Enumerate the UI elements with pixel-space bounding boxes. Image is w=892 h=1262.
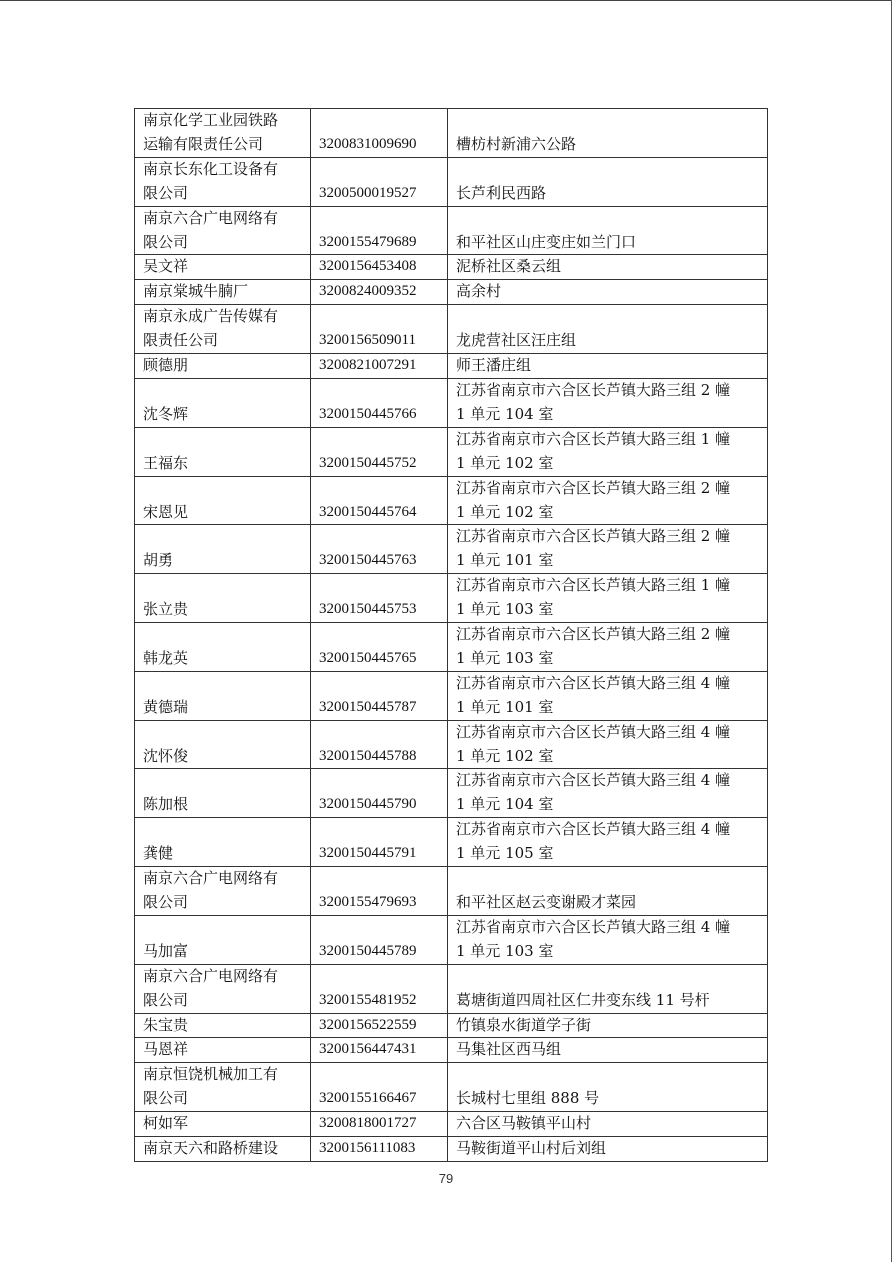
cell-id: 3200150445764 xyxy=(311,476,448,525)
cell-address: 江苏省南京市六合区长芦镇大路三组 4 幢 1 单元 105 室 xyxy=(448,818,768,867)
cell-name: 黄德瑞 xyxy=(135,671,311,720)
cell-address: 泥桥社区桑云组 xyxy=(448,255,768,280)
table-row xyxy=(135,354,768,379)
cell-name: 南京六合广电网络有 限公司 xyxy=(135,867,311,916)
page-number: 79 xyxy=(438,1171,454,1186)
cell-name: 南京天六和路桥建设 xyxy=(135,1137,311,1162)
table-row xyxy=(135,525,768,574)
table-row xyxy=(135,206,768,255)
cell-name: 韩龙英 xyxy=(135,623,311,672)
table-row xyxy=(135,1013,768,1038)
table-row xyxy=(135,280,768,305)
table-row xyxy=(135,1063,768,1112)
cell-address: 和平社区山庄变庄如兰门口 xyxy=(448,206,768,255)
table-row xyxy=(135,255,768,280)
table-row xyxy=(135,574,768,623)
cell-id: 3200155479689 xyxy=(311,206,448,255)
cell-id: 3200156509011 xyxy=(311,305,448,354)
cell-address: 江苏省南京市六合区长芦镇大路三组 1 幢 1 单元 102 室 xyxy=(448,427,768,476)
cell-address: 马鞍街道平山村后刘组 xyxy=(448,1137,768,1162)
cell-address: 江苏省南京市六合区长芦镇大路三组 2 幢 1 单元 103 室 xyxy=(448,623,768,672)
cell-name: 吴文祥 xyxy=(135,255,311,280)
table-row xyxy=(135,720,768,769)
table-row xyxy=(135,818,768,867)
table-row xyxy=(135,1137,768,1162)
table-row xyxy=(135,671,768,720)
records-table-body xyxy=(135,109,768,1162)
cell-name: 南京恒饶机械加工有 限公司 xyxy=(135,1063,311,1112)
cell-name: 龚健 xyxy=(135,818,311,867)
cell-address: 江苏省南京市六合区长芦镇大路三组 4 幢 1 单元 104 室 xyxy=(448,769,768,818)
cell-id: 3200500019527 xyxy=(311,157,448,206)
cell-name: 沈冬辉 xyxy=(135,378,311,427)
cell-id: 3200824009352 xyxy=(311,280,448,305)
cell-id: 3200150445763 xyxy=(311,525,448,574)
cell-address: 高余村 xyxy=(448,280,768,305)
cell-name: 朱宝贵 xyxy=(135,1013,311,1038)
cell-id: 3200155481952 xyxy=(311,964,448,1013)
cell-address: 葛塘街道四周社区仁井变东线 11 号杆 xyxy=(448,964,768,1013)
table-row xyxy=(135,109,768,158)
table-row xyxy=(135,305,768,354)
page-top-border xyxy=(0,0,892,1)
cell-name: 南京棠城牛腩厂 xyxy=(135,280,311,305)
cell-id: 3200821007291 xyxy=(311,354,448,379)
cell-id: 3200156453408 xyxy=(311,255,448,280)
cell-name: 张立贵 xyxy=(135,574,311,623)
cell-id: 3200150445765 xyxy=(311,623,448,672)
cell-id: 3200831009690 xyxy=(311,109,448,158)
cell-address: 长城村七里组 888 号 xyxy=(448,1063,768,1112)
table-row xyxy=(135,476,768,525)
cell-id: 3200150445791 xyxy=(311,818,448,867)
table-row xyxy=(135,427,768,476)
table-row xyxy=(135,964,768,1013)
cell-id: 3200150445752 xyxy=(311,427,448,476)
cell-address: 江苏省南京市六合区长芦镇大路三组 2 幢 1 单元 101 室 xyxy=(448,525,768,574)
cell-address: 江苏省南京市六合区长芦镇大路三组 4 幢 1 单元 102 室 xyxy=(448,720,768,769)
cell-id: 3200155166467 xyxy=(311,1063,448,1112)
cell-id: 3200156522559 xyxy=(311,1013,448,1038)
cell-id: 3200155479693 xyxy=(311,867,448,916)
records-table xyxy=(134,108,768,1162)
cell-name: 马加富 xyxy=(135,915,311,964)
cell-name: 沈怀俊 xyxy=(135,720,311,769)
table-row xyxy=(135,915,768,964)
cell-address: 江苏省南京市六合区长芦镇大路三组 1 幢 1 单元 103 室 xyxy=(448,574,768,623)
cell-address: 龙虎营社区汪庄组 xyxy=(448,305,768,354)
table-row xyxy=(135,769,768,818)
cell-address: 江苏省南京市六合区长芦镇大路三组 4 幢 1 单元 101 室 xyxy=(448,671,768,720)
cell-name: 南京六合广电网络有 限公司 xyxy=(135,964,311,1013)
table-row xyxy=(135,867,768,916)
cell-address: 江苏省南京市六合区长芦镇大路三组 2 幢 1 单元 104 室 xyxy=(448,378,768,427)
table-row xyxy=(135,378,768,427)
cell-id: 3200156447431 xyxy=(311,1038,448,1063)
cell-address: 江苏省南京市六合区长芦镇大路三组 2 幢 1 单元 102 室 xyxy=(448,476,768,525)
cell-address: 和平社区赵云变谢殿才菜园 xyxy=(448,867,768,916)
cell-id: 3200150445788 xyxy=(311,720,448,769)
cell-address: 六合区马鞍镇平山村 xyxy=(448,1112,768,1137)
cell-name: 柯如军 xyxy=(135,1112,311,1137)
cell-id: 3200150445787 xyxy=(311,671,448,720)
cell-id: 3200156111083 xyxy=(311,1137,448,1162)
table-row xyxy=(135,1112,768,1137)
cell-address: 江苏省南京市六合区长芦镇大路三组 4 幢 1 单元 103 室 xyxy=(448,915,768,964)
cell-id: 3200150445789 xyxy=(311,915,448,964)
table-row xyxy=(135,1038,768,1063)
cell-name: 马恩祥 xyxy=(135,1038,311,1063)
cell-address: 长芦利民西路 xyxy=(448,157,768,206)
cell-address: 槽枋村新浦六公路 xyxy=(448,109,768,158)
table-row xyxy=(135,157,768,206)
cell-id: 3200150445753 xyxy=(311,574,448,623)
cell-address: 竹镇泉水街道学子街 xyxy=(448,1013,768,1038)
cell-id: 3200818001727 xyxy=(311,1112,448,1137)
cell-address: 师王潘庄组 xyxy=(448,354,768,379)
cell-name: 宋恩见 xyxy=(135,476,311,525)
table-row xyxy=(135,623,768,672)
cell-id: 3200150445790 xyxy=(311,769,448,818)
cell-name: 顾德朋 xyxy=(135,354,311,379)
cell-name: 南京永成广告传媒有 限责任公司 xyxy=(135,305,311,354)
cell-name: 南京长东化工设备有 限公司 xyxy=(135,157,311,206)
cell-name: 陈加根 xyxy=(135,769,311,818)
cell-id: 3200150445766 xyxy=(311,378,448,427)
cell-address: 马集社区西马组 xyxy=(448,1038,768,1063)
cell-name: 胡勇 xyxy=(135,525,311,574)
cell-name: 王福东 xyxy=(135,427,311,476)
cell-name: 南京化学工业园铁路 运输有限责任公司 xyxy=(135,109,311,158)
cell-name: 南京六合广电网络有 限公司 xyxy=(135,206,311,255)
